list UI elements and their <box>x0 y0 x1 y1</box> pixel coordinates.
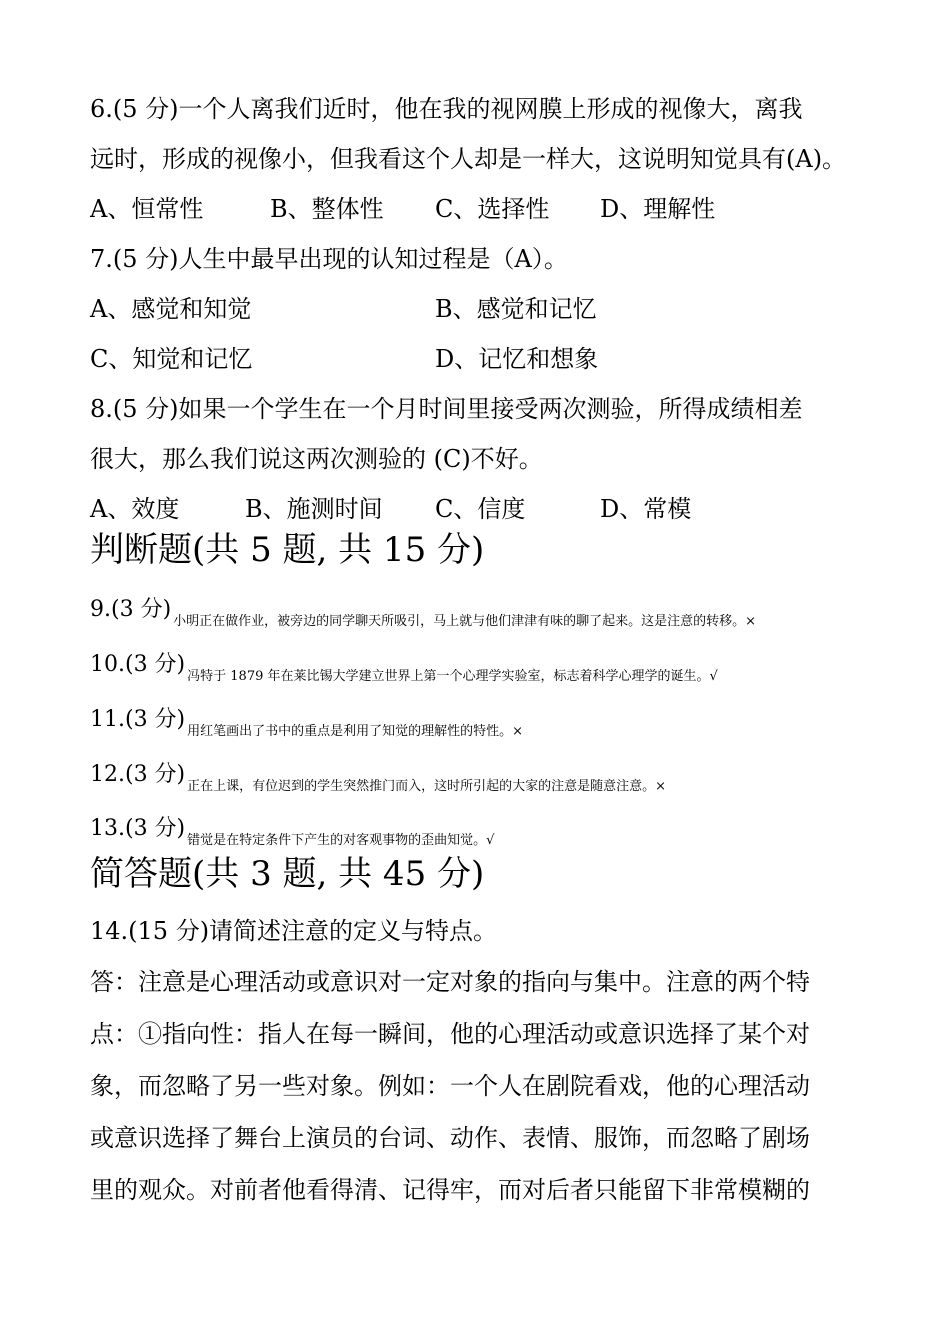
q6-option-c: C、选择性 <box>435 195 550 223</box>
judgment-item <box>90 651 718 686</box>
judgment-number: 10.(3 分) <box>90 652 186 677</box>
q8-line-1: 8.(5 分)如果一个学生在一个月时间里接受两次测验，所得成绩相差 <box>90 395 803 423</box>
q6-line-2: 远时，形成的视像小，但我看这个人却是一样大，这说明知觉具有(A)。 <box>90 145 847 173</box>
judgment-number: 13.(3 分) <box>90 816 186 841</box>
q7-line-1: 7.(5 分)人生中最早出现的认知过程是（A）。 <box>90 245 568 273</box>
judgment-statement: 冯特于 1879 年在莱比锡大学建立世界上第一个心理学实验室，标志着科学心理学的诞生。√ <box>187 669 718 684</box>
judgment-item <box>90 596 756 631</box>
q6-option-a: A、恒常性 <box>90 195 204 223</box>
q7-option-d: D、记忆和想象 <box>435 345 599 373</box>
q14-answer-line: 里的观众。对前者他看得清、记得牢，而对后者只能留下非常模糊的 <box>90 1176 810 1204</box>
q7-option-c: C、知觉和记忆 <box>90 345 253 373</box>
q8-option-b: B、施测时间 <box>245 495 383 523</box>
q6-option-b: B、整体性 <box>270 195 384 223</box>
q14-answer-line: 答：注意是心理活动或意识对一定对象的指向与集中。注意的两个特 <box>90 968 810 996</box>
judgment-number: 11.(3 分) <box>90 707 186 732</box>
q14-question: 14.(15 分)请简述注意的定义与特点。 <box>90 917 498 945</box>
judgment-item <box>90 761 666 796</box>
judgment-statement: 错觉是在特定条件下产生的对客观事物的歪曲知觉。√ <box>187 833 495 848</box>
judgment-item <box>90 815 494 850</box>
judgment-number: 12.(3 分) <box>90 762 186 787</box>
section-heading-judgment: 判断题(共 5 题, 共 15 分) <box>90 530 485 570</box>
q14-answer-line: 象，而忽略了另一些对象。例如：一个人在剧院看戏，他的心理活动 <box>90 1072 810 1100</box>
judgment-statement: 用红笔画出了书中的重点是利用了知觉的理解性的特性。× <box>187 724 524 739</box>
q8-option-a: A、效度 <box>90 495 180 523</box>
q8-option-c: C、信度 <box>435 495 526 523</box>
judgment-item <box>90 706 523 741</box>
q14-answer-line: 或意识选择了舞台上演员的台词、动作、表情、服饰，而忽略了剧场 <box>90 1124 810 1152</box>
section-heading-short-answer: 简答题(共 3 题, 共 45 分) <box>90 854 485 894</box>
q7-option-a: A、感觉和知觉 <box>90 295 252 323</box>
q6-option-d: D、理解性 <box>600 195 716 223</box>
q8-line-2: 很大，那么我们说这两次测验的 (C)不好。 <box>90 445 543 473</box>
judgment-number: 9.(3 分) <box>90 597 172 622</box>
judgment-statement: 小明正在做作业，被旁边的同学聊天所吸引，马上就与他们津津有味的聊了起来。这是注意的转移。× <box>173 614 757 629</box>
q8-option-d: D、常模 <box>600 495 692 523</box>
q6-line-1: 6.(5 分)一个人离我们近时，他在我的视网膜上形成的视像大，离我 <box>90 95 803 123</box>
q7-option-b: B、感觉和记忆 <box>435 295 597 323</box>
q14-answer-line: 点：①指向性：指人在每一瞬间，他的心理活动或意识选择了某个对 <box>90 1020 810 1048</box>
judgment-statement: 正在上课，有位迟到的学生突然推门而入，这时所引起的大家的注意是随意注意。× <box>187 779 667 794</box>
